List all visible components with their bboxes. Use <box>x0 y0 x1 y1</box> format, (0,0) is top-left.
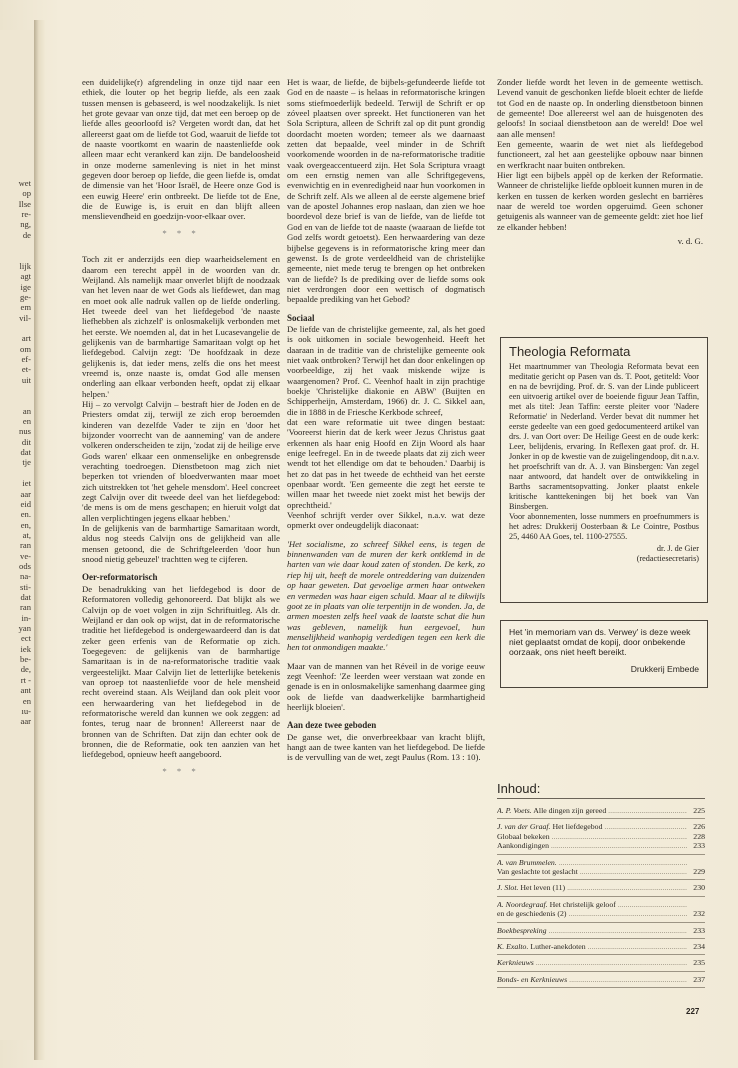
paragraph: Het is waar, de liefde, de bijbels-gefundeerde liefde tot God en de naaste – is helaas in reformatorische kringen soms stiefmoederlijk bedeeld. Terwijl de Schrift er op zóveel plaatsen over spreekt. Het functioneren van het Sola Scriptura, alleen de Schrift zal op dit punt grondig doordacht moeten worden; temeer als we daarnaast zetten dat bepaalde, veel minder in de Schrift voorkomende woorden in de na-reformatorische traditie vaak overgeaccentueerd zijn. Het Sola Scriptura vraagt om een ernstig nemen van alle Schriftgegevens, evenwichtig en in evenredigheid naar hun voorkomen in de Schrift zelf. Als we alleen al de eerste algemene brief van de apostel Johannes erop naslaan, dan zien we hoe boordevol deze brief is van de liefde, van de liefde tot God en van de liefde tot de naaste (waaraan de liefde tot God zelfs wordt getoetst). Een herwaardering van deze bijbelse gegevens is in reformatorische kring meer dan gewenst. Is de grote verdeeldheid van de christelijke gemeente, niet mede terug te brengen op het ontbreken van de liefde? Is de prediking over de liefde soms ook niet verdrongen door een wettisch of dogmatisch bepaalde prediking van het Gebod? <box>287 77 485 305</box>
toc-entry <box>497 855 705 881</box>
notice-box <box>500 620 708 688</box>
fragment-line: ect <box>20 633 31 644</box>
toc-entry-author: J. Slot. <box>497 883 519 893</box>
toc-entry <box>497 880 705 896</box>
quotation: 'Het socialisme, zo schreef Sikkel eens, is tegen de binnenwanden van de muren der kerk ontklemd in de harten van wie daar koud zaten of stonden. De kerk, zo riep hij uit, heeft de morele ontreddering van duizenden op haar geweten. Dat gevoelige armen haar ontweken en vermeden was haar eigen schuld. Maar al te dikwijls goot ze in plaats van olie terpentijn in de wonden. Ja, de armen moesten zelfs heel vaak de laatste schat die hun was gebleven, namelijk hun eergevoel, hun menselijkheid wanhopig verdedigen tegen een kerk die hen tot onmondigen maakte.' <box>287 538 485 653</box>
toc-entry-text: Het christelijk geloof <box>549 899 616 909</box>
column-1 <box>82 77 280 782</box>
paragraph: Hij – zo vervolgt Calvijn – bestraft hier de Joden en de Priesters omdat zij, terwijl ze zich erop beroemden kinderen van dezelfde Vader te zijn en 'door het bijzonder voorrecht van de aanneming' van de andere volkeren onderscheiden te zijn, 'zodat zij de heilige erve Gods waren' elkaar een onmenselijke en onbegrensde verachting toedroegen. Dienstbetoon mag zich niet beperken tot vrienden of bloedverwanten maar moet zich uitstrekken tot 'het gehele mensdom'. Heel concreet zegt Calvijn over dit tweede deel van het liefdegebod: 'de mens is om de mens geschapen; en hieruit volgt dat allen verplichtingen jegens elkaar hebben.' <box>82 398 280 523</box>
fragment-line: dat <box>20 447 31 458</box>
box-title: Theologia Reformata <box>509 344 631 359</box>
fragment-line: en. <box>20 509 31 520</box>
fragment-line: iet <box>22 478 31 489</box>
previous-page-edge <box>0 30 36 1040</box>
fragment-line: de <box>22 229 31 240</box>
toc-entry-text: Bonds- en Kerknieuws <box>497 974 568 984</box>
toc-entry-page: 234 <box>693 942 705 952</box>
section-heading: Aan deze twee geboden <box>287 720 377 731</box>
toc-entry <box>497 923 705 939</box>
fragment-line: wet <box>18 178 31 188</box>
section-heading: Oer-reformatorisch <box>82 572 158 583</box>
fragment-line: at, <box>22 529 31 540</box>
fragment-line: dit <box>21 436 31 447</box>
fragment-line: ran <box>20 540 31 551</box>
toc-entry-title <box>497 909 687 918</box>
fragment-line: sti- <box>20 581 31 592</box>
fragment-line: om <box>20 343 31 354</box>
toc-entry-title <box>497 832 687 841</box>
fragment-line: vil- <box>19 312 31 323</box>
fragment-line: eid <box>20 498 31 509</box>
fragment-line: et- <box>21 364 31 375</box>
column-2 <box>287 77 485 763</box>
toc-entry-text: Kerknieuws <box>497 958 534 968</box>
toc-entry-author: J. van der Graaf. <box>497 822 551 832</box>
fragment-line: ant <box>20 685 31 696</box>
toc-entry-title <box>497 841 687 850</box>
toc-entry-text: Aankondigingen <box>497 841 549 851</box>
toc-entry-title <box>497 867 687 876</box>
fragment-line: ran <box>20 602 31 613</box>
paragraph: De benadrukking van het liefdegebod is door de Reformatoren volledig gehonoreerd. Dat blijkt als we Calvijn op de voet volgen in zijn Schriftuitleg. Als dr. Weijland er dan ook op wijst, dat in de reformatorische traditie het liefdegebod is ondergewaardeerd dan is dat zeker geen erfenis van de Reformatie op zich. Toegegeven: de gelijkenis van de barmhartige Samaritaan is in de na-reformatorische traditie vaak vergeestelijkt. Maar Calvijn liet de letterlijke betekenis van oproep tot naastenliefde voor de hele mensheid recht overeind staan. Als Weijland dan ook pleit voor een herwaardering van het liefdegebod in de reformatorische wereld dan kunnen we ook zeggen: ad fontes, terug naar de bronnen! Allereerst naar de bronnen van de Schriften. Dat zijn dan echter ook de bronnen, die de Reformatie, ook ten aanzien van het liefdegebod, opnieuw heeft aangeboord. <box>82 583 280 760</box>
fragment-line: aar <box>20 488 31 499</box>
fragment-line: agt <box>20 271 31 282</box>
toc-entry-title <box>497 883 687 892</box>
toc-entry-page <box>687 900 705 909</box>
toc-entry-page: 237 <box>693 974 705 984</box>
toc-entry <box>497 939 705 955</box>
fragment-line: ge- <box>20 291 31 302</box>
toc-entry-page: 233 <box>693 925 705 935</box>
paragraph: Hier ligt een bijbels appèl op de kerken der Reformatie. Wanneer de christelijke liefde opbloeit kunnen muren in de kerken en tussen de kerken worden geslecht en barrières naar de wereld toe worden opgeruimd. Geen schoner getuigenis als wanneer van de gemeente geldt: ziet hoe lief ze elkander hebben! <box>497 170 703 232</box>
paragraph: Veenhof schrijft verder over Sikkel, n.a.v. wat deze opmerkt over ondeugdelijk diaconaat: <box>287 510 485 531</box>
toc-entry-text: Het liefdegebod <box>552 822 603 832</box>
fragment-line: yan <box>18 623 31 634</box>
toc-entry <box>497 819 705 854</box>
paragraph: dat een ware reformatie uit twee dingen bestaat: 'Vooreerst hierin dat de kerk weer Jezus Christus gaat erkennen als haar enig Hoofd en Zijn Woord als haar enige leefregel. En in de tweede plaats dat zij zich weer wendt tot het ellendige om dat te behouden.' Daarbij is het zo dat pas in het tweede de echtheid van het eerste openbaar wordt. 'Een gemeente die zegt het eerste te willen maar het tweede niet zoekt mist het bewijs der oprechtheid.' <box>287 417 485 510</box>
toc-entry <box>497 972 705 988</box>
box-paragraph: Het maartnummer van Theologia Reformata bevat een meditatie gericht op Pasen van ds. T. Poot, getiteld: Voor en na de bevrijding. Prof. dr. S. van der Linde publiceert een uitvoerig artikel over de boeiende figuur Jean Taffin, met als titel: Jean Taffin: eerste pleiter voor 'Nadere Reformatie' in Nederland. Verder bevat dit nummer het eerste gedeelte van een goed gedocumenteerd artikel van drs. J. van Oort over: De Heilige Geest en de oude kerk: Leer, belijdenis, ervaring. In Reflexen gaat prof. dr. H. Jonker in op de kwestie van de zuigelingendoop, dit n.a.v. het proefschrift van dr. A. J. van Binsbergen: Van zegel naar antwoord, dat handelt over de ontwikkeling in Barths sacramentsopvatting. Jonker plaatst enkele kritische kanttekeningen bij het boek van Van Binsbergen. <box>509 362 699 511</box>
fragment-line: iek <box>20 643 31 654</box>
table-of-contents <box>497 781 705 988</box>
fragment-line: en, <box>20 519 31 530</box>
toc-entry-author: A. van Brummelen. <box>497 857 557 867</box>
section-heading: Sociaal <box>287 312 315 323</box>
toc-entry-title <box>497 958 687 967</box>
fragment-line: ige <box>20 281 31 292</box>
column-3 <box>497 77 703 247</box>
fragment-line: dat <box>20 592 31 602</box>
toc-entry-title <box>497 806 687 815</box>
toc-entry-page: 229 <box>693 867 705 877</box>
fragment-line: ef- <box>21 353 31 364</box>
toc-entry-page: 228 <box>693 831 705 841</box>
theologia-reformata-box <box>500 337 708 603</box>
fragment-line: nus <box>19 426 31 437</box>
fragment-line: ods <box>19 560 31 571</box>
toc-entry-text: Globaal bekeken <box>497 831 550 841</box>
binding-spine <box>34 20 46 1060</box>
toc-entry-text: Alle dingen zijn gereed <box>533 806 607 815</box>
paragraph: Maar van de mannen van het Réveil in de vorige eeuw zegt Veenhof: 'Ze leerden weer verstaan wat zonde en genade is en in onlosmakelijke samenhang daarmee ging ook de liefde van daadwerkelijke barmhartigheid heerlijk bloeien'. <box>287 660 485 712</box>
paragraph: een duidelijke(r) afgrendeling in onze tijd naar een ethiek, die louter op het begrip liefde, als een zaak tussen mensen is gebaseerd, is wel noodzakelijk. Is niet het grote gevaar van onze tijd, dat met een beroep op de liefde alles geoorloofd is? Vergeten wordt dan, dat het allereerst gaat om de liefde tot God, waaruit de liefde tot de naaste voortkomt en waarin de naastenliefde ook alleen maar echt verankerd kan zijn. De bandeloosheid in onze moderne samenleving is niet in het minst gegeven door beroep op liefde, die geen liefde is, omdat de dimensie van het 'Hoor Israël, de Heere onze God is een euwig Heere' erin ontbreekt. De liefde tot de Ene, die de Euwige is, is eruit en dan blijft alleen menslievendheid en goedzijn-voor-elkaar over. <box>82 77 280 222</box>
toc-entry-title <box>497 926 687 935</box>
fragment-line: an <box>22 405 31 416</box>
toc-entry-page: 233 <box>693 841 705 851</box>
fragment-line: ve- <box>20 550 31 561</box>
paragraph: In de gelijkenis van de barmhartige Samaritaan wordt, aldus nog steeds Calvijn ons de gelijkheid van alle mensen getoond, die de Schriftgeleerden 'door hun snood nietig gebeuzel' trachtten weg te cijferen. <box>82 523 280 565</box>
toc-entry-text: Het leven (11) <box>520 883 566 893</box>
toc-entry-text: Luther-anekdoten <box>530 942 586 952</box>
toc-entry-page: 235 <box>693 958 705 968</box>
paragraph: Toch zit er anderzijds een diep waarheidselement en daarom een terecht appèl in de woorden van dr. Weijland. Als namelijk maar onverlet blijft de noodzaak van het leven naar de wet Gods als liefdewet, dan mag en moet ook alle nadruk vallen op de liefde onderling. Het tweede deel van het liefdegebod 'de naaste liefhebben als zichzelf' is onlosmakelijk verbonden met het eerste. We noemden al, dat in het Lucasevangelie de gelijkenis van de barmhartige Samaritaan volgt op het liefdegebod. Calvijn zegt: 'De hoofdzaak in deze gelijkenis is, dat ieder mens, zelfs die ons het meest vreemd is, onze naaste is, omdat God alle mensen onderling aan elkaar verbonden heeft, opdat zij elkaar helpen.' <box>82 254 280 399</box>
section-break: * * * <box>162 227 200 238</box>
fragment-line: em <box>20 302 31 313</box>
fragment-line: op <box>22 188 31 199</box>
paragraph: De ganse wet, die onverbreekbaar van kracht blijft, hangt aan de twee kanten van het liefdegebod. De liefde is de vervulling van de wet, zegt Paulus (Rom. 13 : 10). <box>287 731 485 763</box>
toc-entry-page: 232 <box>693 909 705 919</box>
paragraph: Een gemeente, waarin de wet niet als liefdegebod functioneert, zal het aan geestelijke opbouw naar binnen en werfkracht naar buiten ontbreken. <box>497 139 703 170</box>
fragment-line: tje <box>22 457 31 468</box>
fragment-line: in- <box>21 612 31 623</box>
fragment-line: art <box>21 333 31 344</box>
fragment-line: rt - <box>20 674 31 685</box>
fragment-line: re- <box>21 209 31 220</box>
toc-entry-page <box>687 858 705 867</box>
toc-title: Inhoud: <box>497 781 705 799</box>
toc-entry-author: A. P. Voets. <box>497 806 532 815</box>
paragraph: De liefde van de christelijke gemeente, zal, als het goed is ook uitkomen in sociale bewogenheid. Heeft het daaraan in de traditie van de christelijke gemeente ook niet vaak ontbroken? Terwijl het dan door enkelingen op voorbeeldige, zij het vaak miskende wijze is waargenomen? Prof. C. Veenhof haalt in zijn prachtige boekje 'Christelijke diakonie en ABW' (Buijten en Schipperheijn, Amsterdam, 1966) dr. J. C. Sikkel aan, die in 1888 in de Friesche Kerkbode schreef, <box>287 323 485 417</box>
toc-entry-page: 226 <box>693 822 705 832</box>
fragment-line: Ilse <box>18 198 31 209</box>
toc-entry-title <box>497 858 687 867</box>
toc-entry-page: 230 <box>693 883 705 893</box>
paragraph: Zonder liefde wordt het leven in de gemeente wettisch. Levend vanuit de geschonken liefde bloeit echter de liefde tot God en de naaste op. In onderling dienstbetoon binnen de gemeente! Doe allereerst wel aan de huisgenoten des geloofs! In sociaal dienstbetoon aan de wereld! Doe wel aan alle mensen! <box>497 77 703 139</box>
toc-entry <box>497 897 705 923</box>
fragment-line: na- <box>20 571 31 582</box>
box-paragraph: Voor abonnementen, losse nummers en proefnummers is het adres: Drukkerij Oosterbaan & Le Cointre, Postbus 25, 4460 AA Goes, tel. 1100-27555. <box>509 512 699 541</box>
fragment-line: ıu- <box>21 705 31 716</box>
notice-text: Het 'in memoriam van ds. Verwey' is deze week niet geplaatst omdat de kopij, door onbekende oorzaak, ons niet heeft bereikt. <box>509 627 691 658</box>
toc-entry-title <box>497 822 687 831</box>
fragment-line: en <box>22 416 31 427</box>
section-break: * * * <box>162 765 200 776</box>
fragment-line: aar <box>20 716 31 727</box>
box-signature: dr. J. de Gier <box>656 544 699 553</box>
toc-entry-text: Van geslachte tot geslacht <box>497 867 578 877</box>
fragment-line: uit <box>21 374 31 385</box>
fragment-line: de, <box>20 664 31 675</box>
author-signature: v. d. G. <box>677 236 703 247</box>
fragment-line: lijk <box>19 260 31 271</box>
toc-entry-title <box>497 900 687 909</box>
toc-entry-title <box>497 975 687 984</box>
toc-entry-page: 225 <box>693 806 705 815</box>
toc-entry <box>497 803 705 819</box>
toc-entry-author: A. Noordegraaf. <box>497 899 548 909</box>
notice-signature: Drukkerij Embede <box>630 663 699 674</box>
fragment-line: be- <box>20 654 31 665</box>
toc-entry-text: Boekbespreking <box>497 925 547 935</box>
toc-entry <box>497 955 705 971</box>
box-signature-role: (redactiesecretaris) <box>636 554 699 563</box>
toc-entry-text: en de geschiedenis (2) <box>497 909 567 919</box>
page-number: 227 <box>686 1007 700 1016</box>
fragment-line: en <box>22 695 31 706</box>
toc-entry-author: K. Exalto. <box>497 942 529 952</box>
fragment-line: ng, <box>20 219 31 230</box>
toc-entry-title <box>497 942 687 951</box>
